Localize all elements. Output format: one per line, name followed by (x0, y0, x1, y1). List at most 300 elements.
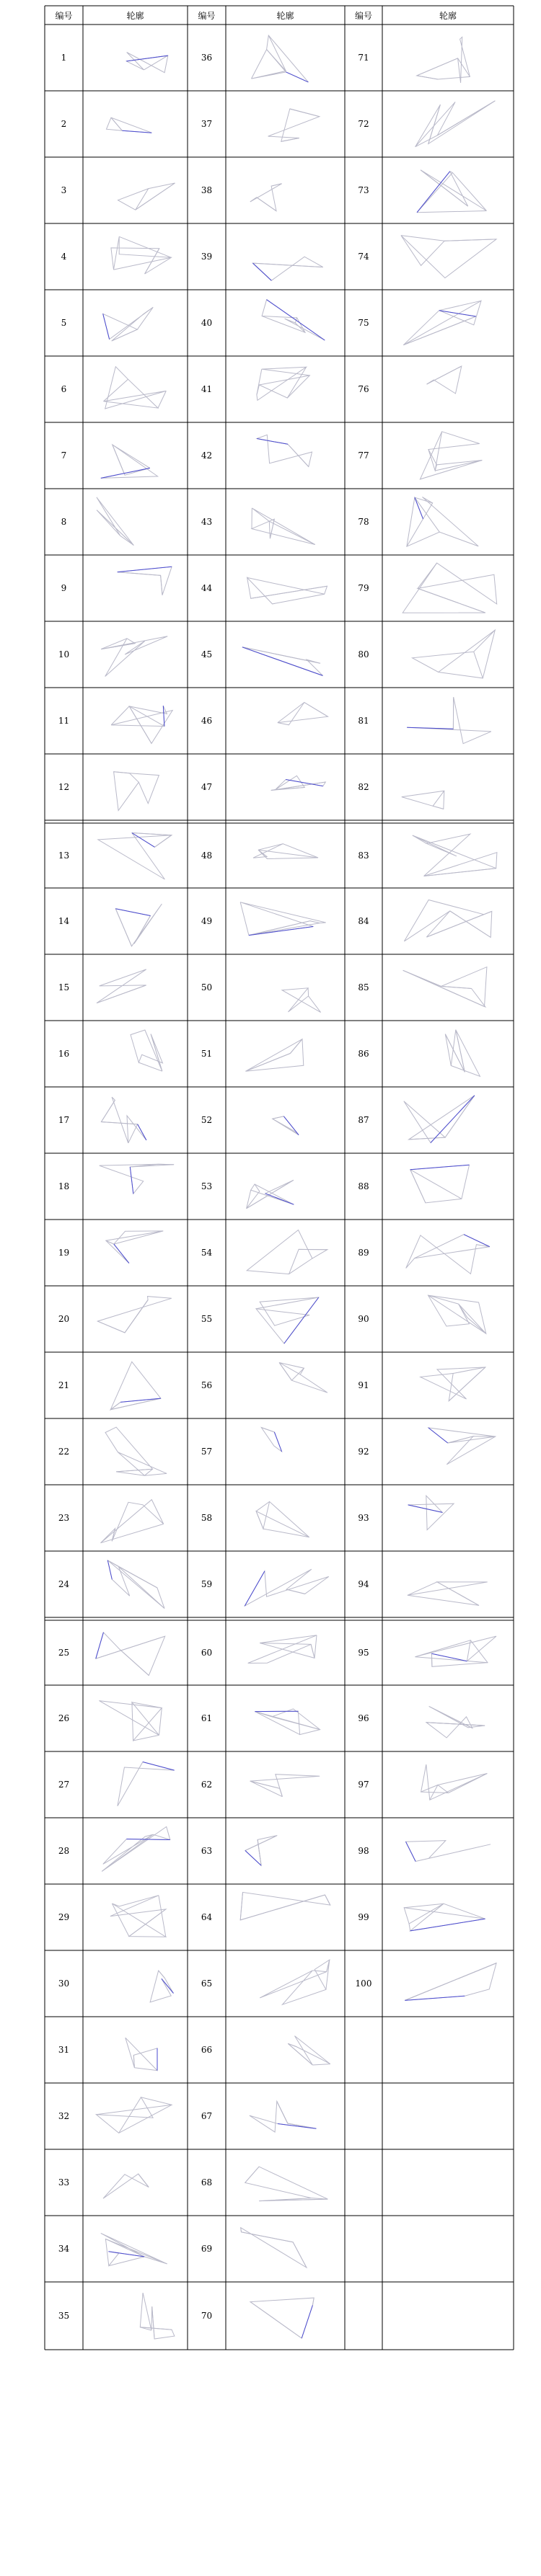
tangram-piece-edge (441, 986, 472, 988)
row-number: 60 (201, 1648, 213, 1658)
row-number: 43 (201, 517, 213, 527)
table-row (358, 1096, 475, 1143)
row-number: 80 (358, 649, 369, 659)
tangram-piece-edge (445, 1034, 465, 1072)
tangram-outline (250, 1775, 320, 1797)
row-number: 26 (58, 1713, 70, 1723)
table-row (61, 445, 158, 478)
tangram-outline (104, 367, 167, 409)
table-row (201, 1501, 309, 1537)
row-number: 11 (58, 716, 70, 726)
tangram-outline (250, 2298, 314, 2338)
table-row (201, 367, 310, 400)
table-row (58, 904, 162, 946)
header-number-label: 编号 (55, 11, 73, 21)
tangram-accent-edge (253, 263, 272, 280)
tangram-outline (408, 1496, 454, 1530)
tangram-piece-edge (96, 1636, 165, 1658)
tangram-piece-edge (433, 806, 444, 809)
table-row (201, 184, 282, 211)
row-number: 47 (201, 782, 213, 792)
row-number: 31 (58, 2045, 70, 2055)
row-number: 25 (58, 1648, 70, 1658)
tangram-outline (417, 37, 470, 83)
tangram-outline (97, 969, 146, 1003)
tangram-piece-edge (433, 791, 444, 806)
tangram-piece-edge (403, 970, 441, 986)
table-row (201, 1775, 320, 1797)
header-outline-label: 轮廓 (276, 11, 294, 21)
row-number: 6 (61, 384, 67, 394)
tangram-outline (252, 508, 315, 545)
tangram-piece-edge (159, 1896, 166, 1937)
row-number: 49 (201, 916, 213, 926)
header-number-label: 编号 (198, 11, 216, 21)
tangram-piece-edge (255, 1184, 294, 1204)
table-row (201, 647, 323, 676)
table-row (358, 1841, 491, 1862)
tangram-piece-edge (152, 2306, 154, 2339)
table-grid (45, 6, 514, 2350)
tangram-piece-edge (437, 101, 495, 136)
tangram-piece-edge (151, 1034, 162, 1072)
tangram-piece-edge (456, 1030, 465, 1072)
row-number: 15 (58, 982, 70, 992)
tangram-outline (404, 900, 491, 941)
tangram-accent-edge (118, 567, 172, 572)
table-row (358, 1165, 469, 1203)
tangram-piece-edge (240, 1892, 242, 1920)
table-row (358, 1235, 489, 1274)
row-number: 59 (201, 1579, 213, 1589)
tangram-outline (247, 1230, 327, 1274)
tangram-piece-edge (129, 706, 151, 744)
tangram-piece-edge (413, 835, 426, 843)
tangram-piece-edge (138, 2174, 149, 2188)
table-row (201, 703, 328, 727)
row-number: 61 (201, 1713, 213, 1723)
tangram-piece-edge (290, 1039, 302, 1054)
tangram-piece-edge (258, 844, 283, 850)
table-row (61, 117, 152, 133)
table-row (358, 1428, 495, 1465)
table-row (61, 307, 154, 341)
table-row (201, 300, 325, 340)
tangram-outline (103, 2174, 149, 2198)
tangram-piece-edge (405, 1963, 496, 2001)
row-number: 32 (58, 2111, 70, 2121)
row-number: 51 (201, 1049, 213, 1059)
tangram-piece-edge (134, 916, 151, 944)
tangram-accent-edge (103, 314, 110, 339)
header-outline-label: 轮廓 (439, 11, 457, 21)
row-number: 90 (358, 1314, 369, 1324)
tangram-outline (403, 301, 481, 345)
header-number-label: 编号 (354, 11, 373, 21)
table-row (58, 1097, 146, 1143)
tangram-outline (404, 1904, 485, 1931)
row-number: 12 (58, 782, 70, 792)
tangram-piece-edge (409, 1137, 445, 1140)
tangram-piece-edge (273, 1116, 284, 1119)
table-row (201, 2228, 307, 2268)
row-number: 83 (358, 850, 369, 861)
row-number: 29 (58, 1912, 70, 1922)
table-row (201, 252, 323, 280)
row-number: 75 (358, 318, 369, 328)
table-row (358, 101, 495, 147)
table-row (201, 435, 312, 466)
row-number: 30 (58, 1978, 70, 1989)
table-row (358, 630, 495, 678)
tangram-outline (99, 1701, 162, 1741)
table-row (58, 1297, 172, 1333)
tangram-piece-edge (287, 367, 306, 398)
tangram-accent-edge (267, 300, 325, 340)
tangram-outline (421, 1764, 488, 1800)
tangram-piece-edge (240, 902, 249, 936)
tangram-piece-edge (250, 2302, 302, 2339)
table-row (358, 1904, 485, 1931)
tangram-outline (403, 563, 497, 613)
row-number: 76 (358, 384, 369, 394)
table-row (358, 1579, 487, 1605)
tangram-piece-edge (263, 1529, 309, 1537)
table-row (58, 1971, 174, 2002)
tangram-outline (96, 2097, 172, 2133)
tangram-piece-edge (444, 1904, 485, 1919)
tangram-piece-edge (308, 988, 309, 996)
row-number: 99 (358, 1912, 369, 1922)
tangram-accent-edge (130, 1167, 133, 1194)
tangram-outline (101, 1500, 164, 1543)
tangram-accent-edge (265, 1194, 294, 1204)
row-number: 37 (201, 119, 213, 129)
tangram-piece-edge (424, 869, 496, 876)
tangram-outline (260, 1960, 330, 2004)
tangram-piece-edge (129, 706, 164, 727)
table-row (58, 1701, 162, 1741)
table-row (201, 1363, 327, 1393)
tangram-outline (118, 183, 175, 210)
table-row (58, 2233, 167, 2265)
table-row (201, 902, 326, 936)
tangram-outline (262, 300, 325, 340)
table-row (358, 1367, 485, 1401)
tangram-piece-edge (247, 1180, 294, 1208)
table-row (58, 1362, 161, 1410)
tangram-piece-edge (286, 1589, 305, 1594)
tangram-piece-edge (111, 706, 129, 725)
tangram-piece-edge (128, 1124, 138, 1143)
tangram-piece-edge (114, 1231, 163, 1244)
tangram-piece-edge (439, 630, 496, 672)
table-row (58, 1231, 163, 1263)
tangram-outline (248, 1635, 317, 1664)
tangram-piece-edge (325, 1895, 330, 1905)
tangram-piece-edge (426, 911, 491, 937)
table-row (201, 2036, 330, 2065)
tangram-outline (253, 257, 323, 280)
tangram-piece-edge (289, 1258, 312, 1274)
row-number: 52 (201, 1115, 213, 1125)
row-number: 23 (58, 1513, 70, 1523)
tangram-piece-edge (118, 572, 161, 576)
row-number: 41 (201, 384, 213, 394)
tangram-piece-edge (158, 1164, 174, 1165)
tangram-piece-edge (417, 211, 487, 213)
tangram-piece-edge (428, 1295, 486, 1333)
tangram-piece-edge (448, 1436, 496, 1443)
row-number: 57 (201, 1447, 213, 1457)
row-number: 93 (358, 1513, 369, 1523)
tangram-piece-edge (245, 2167, 259, 2182)
tangram-piece-edge (159, 1971, 165, 1978)
tangram-outline (150, 1971, 173, 2002)
table-row (358, 967, 487, 1007)
row-number: 35 (58, 2311, 70, 2321)
tangram-piece-edge (326, 1960, 330, 1989)
tangram-piece-edge (240, 1895, 325, 1920)
tangram-accent-edge (439, 311, 476, 316)
table-row (61, 183, 175, 210)
tangram-piece-edge (153, 1834, 170, 1839)
tangram-outline (102, 1826, 170, 1871)
row-number: 84 (358, 916, 369, 926)
header-outline-label: 轮廓 (126, 11, 144, 21)
tangram-accent-edge (245, 1851, 261, 1866)
table-row (61, 567, 172, 595)
table-row (201, 2101, 317, 2132)
tangram-piece-edge (112, 329, 138, 341)
table-row (58, 1030, 163, 1071)
tangram-piece-edge (277, 2101, 288, 2123)
tangram-piece-edge (96, 2105, 172, 2114)
tangram-piece-edge (445, 1096, 475, 1137)
tangram-piece-edge (408, 1582, 437, 1596)
table-row (358, 834, 497, 876)
tangram-piece-edge (250, 197, 257, 202)
tangram-piece-edge (444, 239, 496, 241)
table-row (201, 508, 315, 545)
tangram-piece-edge (107, 1560, 118, 1567)
row-number: 87 (358, 1115, 369, 1125)
tangram-piece-edge (448, 1436, 473, 1443)
tangram-piece-edge (145, 249, 159, 274)
tangram-piece-edge (114, 772, 130, 773)
tangram-piece-edge (403, 316, 476, 345)
table-row (201, 1230, 327, 1274)
tangram-piece-edge (102, 1834, 153, 1871)
tangram-piece-edge (426, 1723, 485, 1726)
row-number: 36 (201, 53, 213, 63)
row-number: 14 (58, 916, 70, 926)
row-number: 4 (61, 252, 67, 262)
table-row (358, 497, 478, 547)
tangram-piece-edge (130, 773, 139, 783)
tangram-outline (426, 1706, 485, 1738)
row-number: 63 (201, 1846, 213, 1856)
tangram-piece-edge (246, 1054, 291, 1072)
tangram-piece-edge (119, 2097, 141, 2133)
table-row (358, 1030, 480, 1077)
row-number: 81 (358, 716, 369, 726)
row-number: 71 (358, 53, 369, 63)
tangram-piece-edge (253, 263, 323, 267)
row-number: 64 (201, 1912, 213, 1922)
table-row (58, 1427, 167, 1475)
row-number: 94 (358, 1579, 369, 1589)
tangram-piece-edge (116, 1469, 152, 1472)
table-row (58, 2293, 175, 2339)
row-number: 97 (358, 1780, 369, 1790)
table-row (201, 776, 325, 792)
table-row (201, 1180, 294, 1208)
row-number: 73 (358, 185, 369, 195)
table-row (358, 236, 496, 278)
tangram-outline (255, 1709, 320, 1735)
table-row (58, 2097, 172, 2133)
tangram-piece-edge (281, 138, 299, 142)
row-number: 18 (58, 1181, 70, 1191)
tangram-piece-edge (144, 2257, 167, 2264)
tangram-outline (245, 1569, 329, 1606)
row-number: 27 (58, 1780, 70, 1790)
row-number: 62 (201, 1780, 213, 1790)
tangram-outline (126, 2038, 157, 2070)
tangram-piece-edge (427, 366, 462, 384)
table-row (201, 1115, 299, 1135)
row-number: 92 (358, 1447, 369, 1457)
table-row (358, 563, 496, 613)
row-number: 39 (201, 252, 213, 262)
tangram-outline (103, 307, 154, 341)
table-row (58, 1762, 175, 1806)
table-row (358, 1496, 454, 1530)
row-number: 19 (58, 1248, 70, 1258)
tangram-outline (278, 703, 328, 725)
tangram-accent-edge (115, 909, 150, 916)
row-number: 66 (201, 2045, 213, 2055)
table-row (58, 1896, 166, 1937)
tangram-piece-edge (115, 909, 131, 946)
tangram-piece-edge (107, 1560, 164, 1609)
tangram-outline (101, 445, 158, 478)
row-number: 45 (201, 649, 213, 659)
row-number: 8 (61, 517, 67, 527)
row-number: 28 (58, 1846, 70, 1856)
tangram-outline (410, 1165, 470, 1203)
table-row (58, 636, 167, 677)
row-number: 72 (358, 119, 369, 129)
tangram-outline (100, 1164, 174, 1194)
tangram-accent-edge (163, 706, 164, 726)
tangram-outline (288, 2036, 330, 2065)
tangram-accent-edge (138, 1124, 146, 1140)
tangram-outline (406, 1841, 491, 1862)
tangram-piece-edge (312, 2064, 330, 2065)
table-row (201, 1709, 320, 1735)
table-row (58, 1560, 164, 1609)
table-row (58, 1164, 174, 1194)
row-number: 33 (58, 2177, 70, 2188)
table-row (201, 844, 318, 861)
tangram-piece-edge (101, 639, 127, 649)
row-number: 34 (58, 2244, 70, 2254)
tangram-piece-edge (315, 1635, 317, 1658)
tangram-piece-edge (114, 257, 172, 270)
table-row (201, 1892, 330, 1922)
row-number: 77 (358, 450, 369, 461)
tangram-piece-edge (252, 50, 267, 79)
tangram-outline (413, 630, 496, 678)
tangram-accent-edge (415, 497, 423, 519)
tangram-piece-edge (136, 189, 149, 210)
tangram-outline (101, 1097, 146, 1143)
tangram-outline (445, 1030, 480, 1077)
tangram-accent-edge (431, 1653, 467, 1661)
row-number: 53 (201, 1181, 213, 1191)
tangram-piece-edge (159, 1708, 162, 1736)
table-row (201, 1836, 277, 1866)
row-number: 1 (61, 53, 67, 63)
tangram-outline (106, 1231, 163, 1263)
tangram-accent-edge (302, 2305, 312, 2338)
tangram-outline (420, 432, 482, 479)
tangram-outline (279, 1363, 327, 1393)
tangram-piece-edge (409, 1924, 410, 1931)
table-row (58, 706, 172, 743)
tangram-piece-edge (132, 833, 172, 835)
row-number: 48 (201, 850, 213, 861)
row-number: 65 (201, 1978, 213, 1989)
tangram-piece-edge (410, 1170, 462, 1199)
table-row (201, 2167, 327, 2201)
row-number: 22 (58, 1447, 70, 1457)
tangram-accent-edge (126, 1839, 170, 1840)
tangram-piece-edge (312, 2298, 314, 2305)
table-row (358, 1295, 485, 1333)
row-number: 24 (58, 1579, 70, 1589)
row-number: 95 (358, 1648, 369, 1658)
tangram-outline (407, 697, 491, 743)
tangram-outline (118, 1762, 175, 1806)
table-row (358, 37, 470, 83)
table-row (58, 1500, 164, 1543)
row-number: 74 (358, 252, 369, 262)
row-number: 13 (58, 850, 70, 861)
row-number: 68 (201, 2177, 213, 2188)
tangram-piece-edge (134, 2068, 157, 2071)
table-row (201, 109, 320, 141)
tangram-outline (140, 2293, 175, 2339)
table-row (201, 35, 309, 82)
tangram-accent-edge (162, 1978, 174, 1993)
tangram-piece-edge (401, 236, 444, 241)
row-number: 70 (201, 2311, 213, 2321)
row-number: 50 (201, 982, 213, 992)
table-row (58, 833, 172, 880)
tangram-outline (131, 1030, 162, 1071)
tangram-outline (268, 109, 320, 141)
tangram-piece-edge (269, 521, 315, 544)
row-number: 7 (61, 450, 67, 461)
tangram-accent-edge (286, 72, 309, 82)
row-number: 88 (358, 1181, 369, 1191)
table-row (201, 1960, 330, 2004)
row-number: 42 (201, 450, 213, 461)
table-row (356, 1963, 497, 2001)
